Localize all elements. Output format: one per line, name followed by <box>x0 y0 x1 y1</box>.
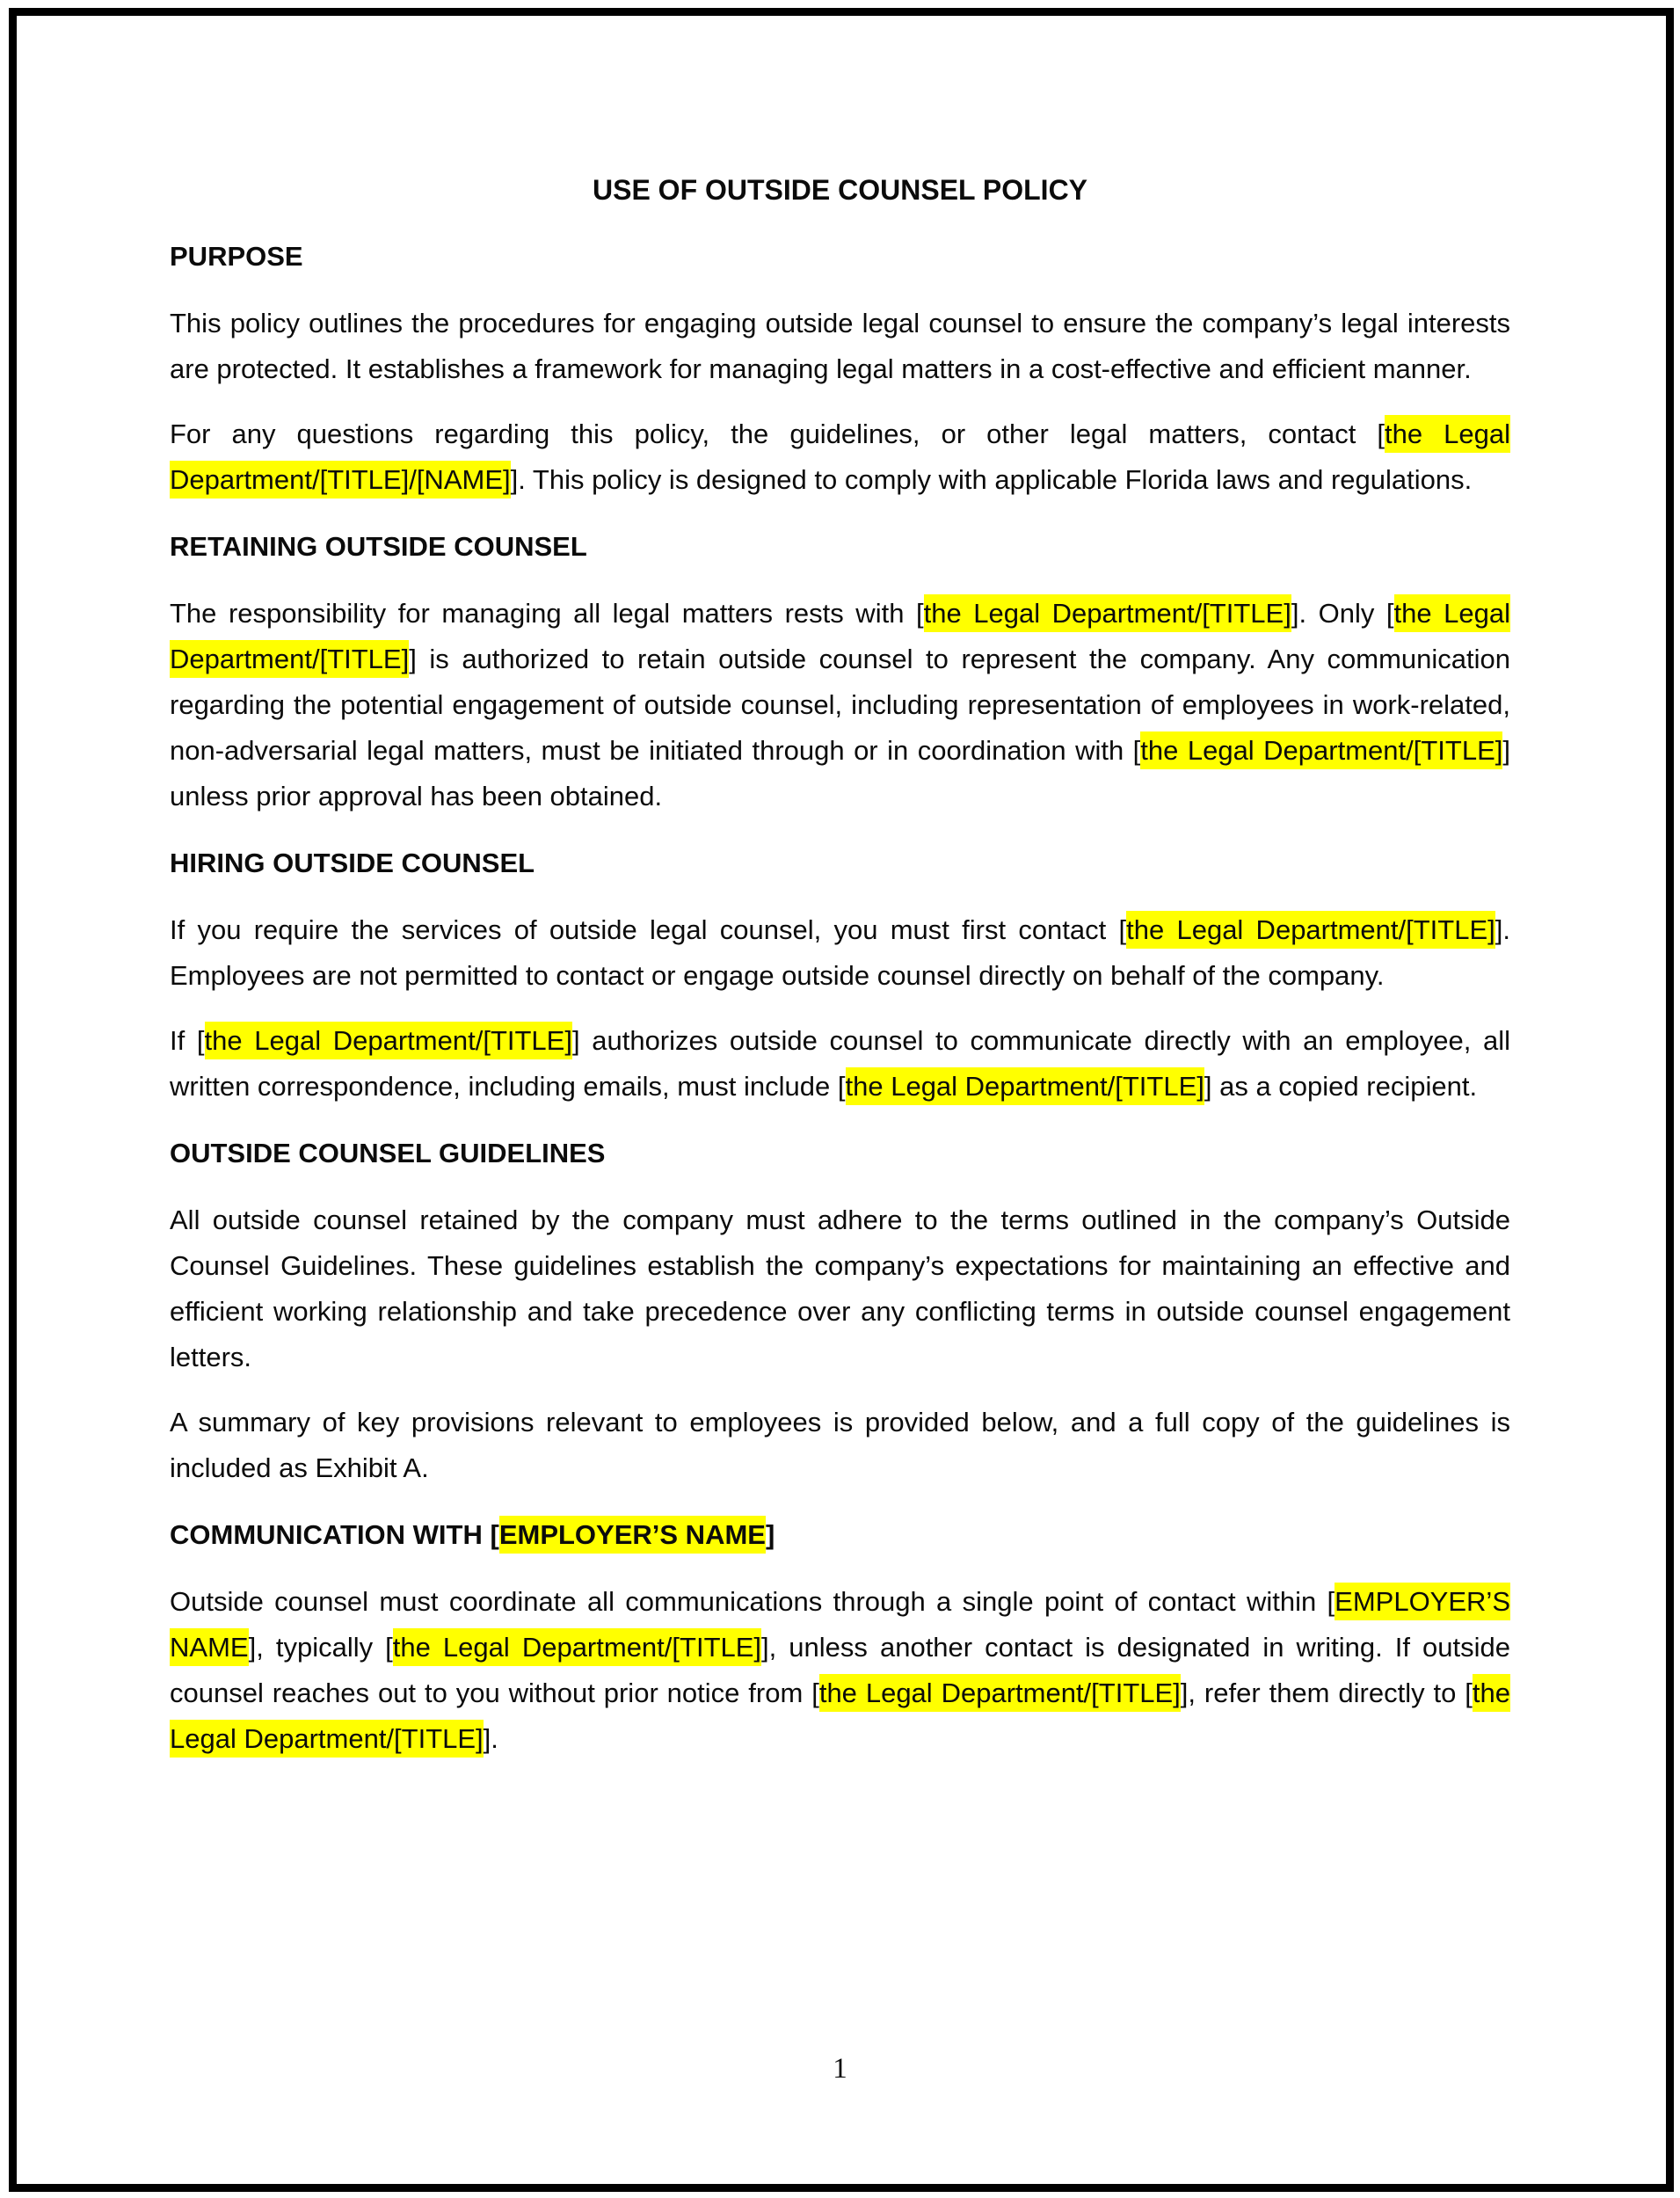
highlighted-placeholder: the Legal Department/[TITLE] <box>1126 911 1495 949</box>
highlighted-placeholder: the Legal Department/[TITLE] <box>819 1674 1181 1712</box>
text-segment: ] is authorized to retain outside counsel to represent the company. Any communication regarding the potential engagement of outside counsel, including representation of employees in work-related, non-adversarial legal matters, must be initiated through or in coordination with [ <box>170 644 1510 766</box>
document-content <box>170 19 1510 1781</box>
text-segment: The responsibility for managing all legal matters rests with [ <box>170 598 924 629</box>
body-paragraph <box>170 1197 1510 1380</box>
text-segment: If [ <box>170 1025 205 1056</box>
highlighted-placeholder: the Legal Department/[TITLE]/[NAME] <box>170 415 1510 499</box>
text-segment: ]. Only [ <box>1291 598 1394 629</box>
highlighted-placeholder: the Legal Department/[TITLE] <box>393 1628 761 1666</box>
text-segment: RETAINING OUTSIDE COUNSEL <box>170 531 587 562</box>
highlighted-placeholder: the Legal Department/[TITLE] <box>1140 731 1502 769</box>
text-segment: ]. <box>483 1723 498 1754</box>
text-segment: ] authorizes outside counsel to communicate directly with an employee, all written correspondence, including emails, must include [ <box>170 1025 1511 1102</box>
highlighted-placeholder: EMPLOYER’S NAME <box>499 1516 766 1554</box>
body-paragraph <box>170 591 1510 819</box>
text-segment: OUTSIDE COUNSEL GUIDELINES <box>170 1138 606 1168</box>
text-segment: ], refer them directly to [ <box>1180 1678 1473 1708</box>
highlighted-placeholder: the Legal Department/[TITLE] <box>170 594 1510 678</box>
text-segment: ], typically [ <box>248 1632 393 1663</box>
body-paragraph <box>170 301 1510 392</box>
text-segment: This policy outlines the procedures for engaging outside legal counsel to ensure the company’s legal interests are protected. It establishes a framework for managing legal matters in a cost-effective and efficient manner. <box>170 308 1510 384</box>
text-segment: ] as a copied recipient. <box>1204 1071 1478 1102</box>
text-segment: For any questions regarding this policy, the guidelines, or other legal matters, contact [ <box>170 418 1385 449</box>
text-segment: All outside counsel retained by the company must adhere to the terms outlined in the company’s Outside Counsel Guidelines. These guidelines establish the company’s expectations for maintaining an effective and efficient working relationship and take precedence over any conflicting terms in outside counsel engagement letters. <box>170 1205 1510 1372</box>
text-segment: ], unless another contact is designated in writing. If outside counsel reaches out to you without prior notice from [ <box>170 1632 1510 1708</box>
text-segment: HIRING OUTSIDE COUNSEL <box>170 848 535 878</box>
highlighted-placeholder: the Legal Department/[TITLE] <box>924 594 1291 632</box>
text-segment: ]. Employees are not permitted to contact or engage outside counsel directly on behalf of the company. <box>170 914 1510 991</box>
section-heading <box>170 1131 1510 1176</box>
text-segment: ] <box>765 1519 775 1550</box>
highlighted-placeholder: the Legal Department/[TITLE] <box>205 1022 572 1059</box>
body-paragraph <box>170 1579 1510 1762</box>
text-segment: ]. This policy is designed to comply with applicable Florida laws and regulations. <box>510 464 1473 495</box>
text-segment: Outside counsel must coordinate all communications through a single point of contact within [ <box>170 1586 1335 1617</box>
text-segment: PURPOSE <box>170 241 303 272</box>
body-paragraph <box>170 907 1510 999</box>
text-segment: ] unless prior approval has been obtained. <box>170 735 1510 812</box>
text-segment: If you require the services of outside legal counsel, you must first contact [ <box>170 914 1127 945</box>
document-title: USE OF OUTSIDE COUNSEL POLICY <box>592 174 1088 206</box>
body-paragraph <box>170 411 1510 503</box>
highlighted-placeholder: the Legal Department/[TITLE] <box>170 1674 1510 1758</box>
highlighted-placeholder: the Legal Department/[TITLE] <box>846 1067 1204 1105</box>
highlighted-placeholder: EMPLOYER’S NAME <box>170 1583 1510 1666</box>
section-heading <box>170 841 1510 886</box>
document-body <box>170 234 1510 1762</box>
body-paragraph <box>170 1400 1510 1491</box>
text-segment: COMMUNICATION WITH [ <box>170 1519 499 1550</box>
page-number: 1 <box>833 2053 847 2085</box>
text-segment: A summary of key provisions relevant to employees is provided below, and a full copy of the guidelines is included as Exhibit A. <box>170 1407 1510 1483</box>
section-heading <box>170 1512 1510 1558</box>
body-paragraph <box>170 1018 1510 1110</box>
section-heading <box>170 234 1510 280</box>
section-heading <box>170 524 1510 570</box>
